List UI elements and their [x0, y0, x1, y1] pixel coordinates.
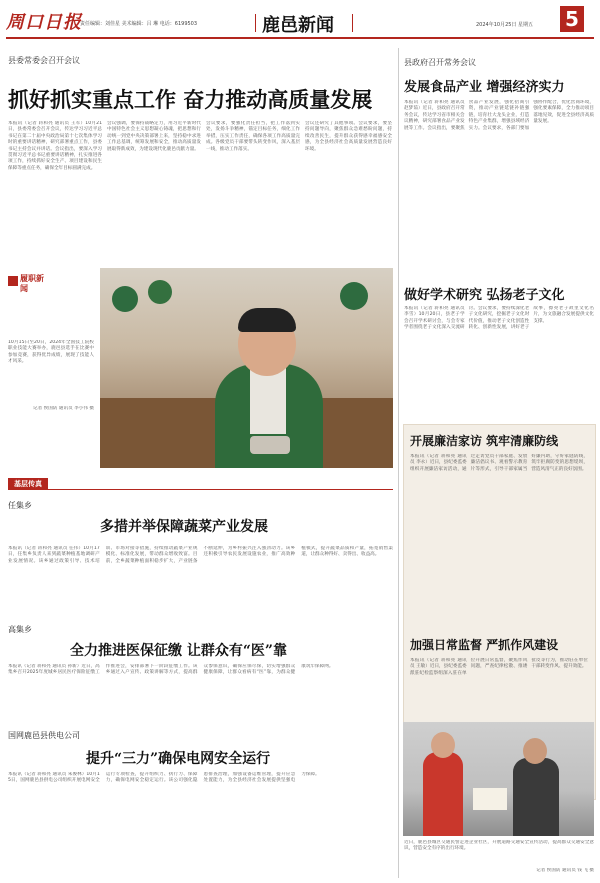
masthead-rule	[6, 37, 594, 39]
section-title: 鹿邑新闻	[262, 15, 334, 36]
right-body: 本报讯（记者 蒋和亮 通讯员 赵梦茹）近日，县政府召开常务会议，传达学习省市相关会议精神，研究部署食品产业发展等工作。会议指出，要聚焦食品产业发展，强化招商引资，推动产业链延链补链强链，培育壮大龙头企业，打造特色产业集群，增强县域经济实力。会议要求，各部门要加强协作配合，优化营商环境，强化要素保障，全力推动项目落地见效，促进全县经济高质量发展。	[404, 100, 594, 131]
news-item-body: 本报讯（记者 蒋和亮 通讯员 朱俊林）10月15日，国网鹿邑县供电公司组织开展电网安全运行专项检查，提升组织力、执行力、保障力，确保电网安全稳定运行。该公司强化隐患排查治理，加强设备运维管理，提升应急处置能力，为全县经济社会发展提供坚强电力保障。	[8, 772, 320, 784]
right-kicker: 县政府召开常务会议	[404, 58, 476, 67]
skills-competition-photo	[100, 268, 393, 468]
masthead-divider-right	[352, 14, 353, 32]
police-officer-head	[431, 732, 455, 758]
left-headline: 抓好抓实重点工作 奋力推动高质量发展	[8, 87, 373, 112]
left-body-col-1: 本报讯（记者 蒋和亮 通讯员 王军）10月21日，县委常委会召开会议，传达学习习近平总书记在第二十届中央政治局第十七次集体学习时的重要讲话精神，研究部署重点工作，县委书记主持会议并讲话。会议指出，要深入学习贯彻习近平总书记重要讲话精神，扎实推进各项工作，持续抓好安全生产、项目建设和民生保障等重点任务，确保全年目标圆满完成。	[8, 121, 102, 171]
box2-body: 本报讯（记者 蒋和亮 通讯员 王敏）近日，县纪委监委派驻纪检监察组深入驻在单位开展日常监督，聚焦作风问题，严查纪律松散、推诿扯皮等行为，推动驻在单位干部转变作风、提升效能。	[410, 658, 588, 676]
newspaper-logo: 周口日报	[6, 12, 82, 33]
traffic-police-photo	[403, 722, 594, 836]
badge-mark	[8, 276, 18, 286]
leaflet	[473, 788, 507, 810]
left-body-col-4: 会议还研究了其他事项。会议要求，要坚持问题导向，聚焦群众急难愁盼问题，持续改善民生，提升群众获得感幸福感安全感，为全县经济社会高质量发展营造良好环境。	[305, 121, 392, 152]
box-body: 本报讯（记者 蒋和亮 通讯员 李永）近日，县纪委监委组织开展廉洁家访活动，通过走访党员干部家庭、发放廉洁倡议书、观看警示教育片等形式，引导干部家属当好廉内助，守好家庭防线，筑牢拒腐防变的思想堤坝，营造风清气正的良好氛围。	[410, 454, 588, 472]
work-piece	[250, 436, 290, 454]
background-worker	[112, 286, 138, 312]
news-item-headline: 全力推进医保征缴 让群众有“医”靠	[70, 643, 287, 659]
box2-headline: 加强日常监督 严抓作风建设	[410, 638, 559, 652]
masthead	[0, 0, 600, 40]
photo-news-title: 履职新闻	[20, 274, 44, 293]
column-divider	[398, 48, 399, 878]
photo-news-badge	[8, 272, 44, 312]
left-kicker: 县委常委会召开会议	[8, 56, 80, 65]
left-body-col-2: 会议强调，要保持战略定力，用习近平新时代中国特色社会主义思想凝心铸魂，把思想和行动统一到党中央决策部署上来，坚持稳中求进工作总基调，统筹发展和安全，推动高质量发展取得新成效，为建设现代化鹿邑贡献力量。	[107, 121, 201, 152]
page-number: 5	[560, 6, 584, 32]
right-feature2-body: 本报讯（记者 蒋和亮 通讯员 李雪）10月20日，县老子学会召开学术研讨会，与会专家学者围绕老子文化深入交流研讨。会议要求，要持续深化老子文化研究，挖掘老子文化时代价值，推动老子文化创造性转化、创新性发展，讲好老子故事，擦亮老子故里文化名片，为文旅融合发展提供文化支撑。	[404, 306, 594, 331]
news-item-body: 本报讯（记者 蒋和亮 通讯员 任伟）10月17日，任集乡负责人来到蔬菜种植基地调研产业发展情况。该乡通过政策引导、技术培训、市场对接等措施，持续推动蔬菜产业规模化、标准化发展，带动群众增收致富。目前，全乡蔬菜种植面积稳步扩大，产业链条不断延伸，为乡村振兴注入强劲动力。该乡还积极引导农民发展设施农业，推广高效种植模式，提升蔬菜品质和产量，拓宽销售渠道，让群众种得好、卖得出、收益高。	[8, 546, 393, 564]
box-headline: 开展廉洁家访 筑牢清廉防线	[410, 434, 559, 448]
left-body-col-3: 会议要求，要强化责任担当，把工作落到实处，发扬斗争精神，锚定目标任务，细化工作举措，压实工作责任，确保各项工作高质量完成。各级党员干部要带头转变作风，深入基层一线，推动工作落实。	[206, 121, 300, 152]
right-photo-caption: 近日，鹿邑县城区交通民警走进企业社区，开展道路交通安全宣传活动，提高群众交通安全意识，营造安全有序的出行环境。	[404, 840, 594, 852]
masthead-divider-left	[255, 14, 256, 32]
resident	[513, 758, 559, 836]
right-feature2-headline: 做好学术研究 弘扬老子文化	[404, 288, 565, 303]
photo-caption: 10月15日至20日，2024年全国技工院校职业技能大赛举办，鹿邑县选手在比赛中参加竞赛，获得优异成绩，展现了技能人才风采。	[8, 340, 94, 365]
news-item-place: 任集乡	[8, 501, 32, 510]
masthead-date: 2024年10月25日 星期五	[476, 22, 534, 28]
news-item-body: 本报讯（记者 蒋和亮 通讯员 孙新）近日，高集乡召开2025年度城乡居民医疗保险征缴工作推进会，安排部署下一阶段征缴工作。该乡通过入户宣传、政策讲解等方式，提高群众参保意识，确保应保尽保，切实增强群众健康保障，让群众看病有“医”靠，为群众健康筑牢保障网。	[8, 664, 334, 676]
news-item-place: 高集乡	[8, 625, 32, 634]
photo-credit: 记者 侯国防 通讯员 李小伟 摄	[33, 406, 94, 411]
news-section-bar: 基层传真	[8, 478, 48, 490]
news-section-rule	[8, 489, 393, 490]
police-officer	[423, 752, 463, 836]
contestant-hair	[238, 308, 296, 332]
news-item-headline: 提升“三力”确保电网安全运行	[86, 751, 271, 767]
news-item-headline: 多措并举保障蔬菜产业发展	[100, 519, 268, 535]
masthead-credits: 责任编辑：刘佳星 美术编辑：吕 琳 电话：6199503	[80, 21, 198, 27]
right-headline: 发展食品产业 增强经济实力	[404, 80, 565, 95]
right-photo-credit: 记者 侯国防 通讯员 钱 飞 摄	[536, 868, 594, 873]
resident-head	[523, 738, 547, 764]
background-worker	[148, 280, 172, 304]
news-item-place: 国网鹿邑县供电公司	[8, 731, 80, 740]
background-worker	[340, 282, 368, 310]
